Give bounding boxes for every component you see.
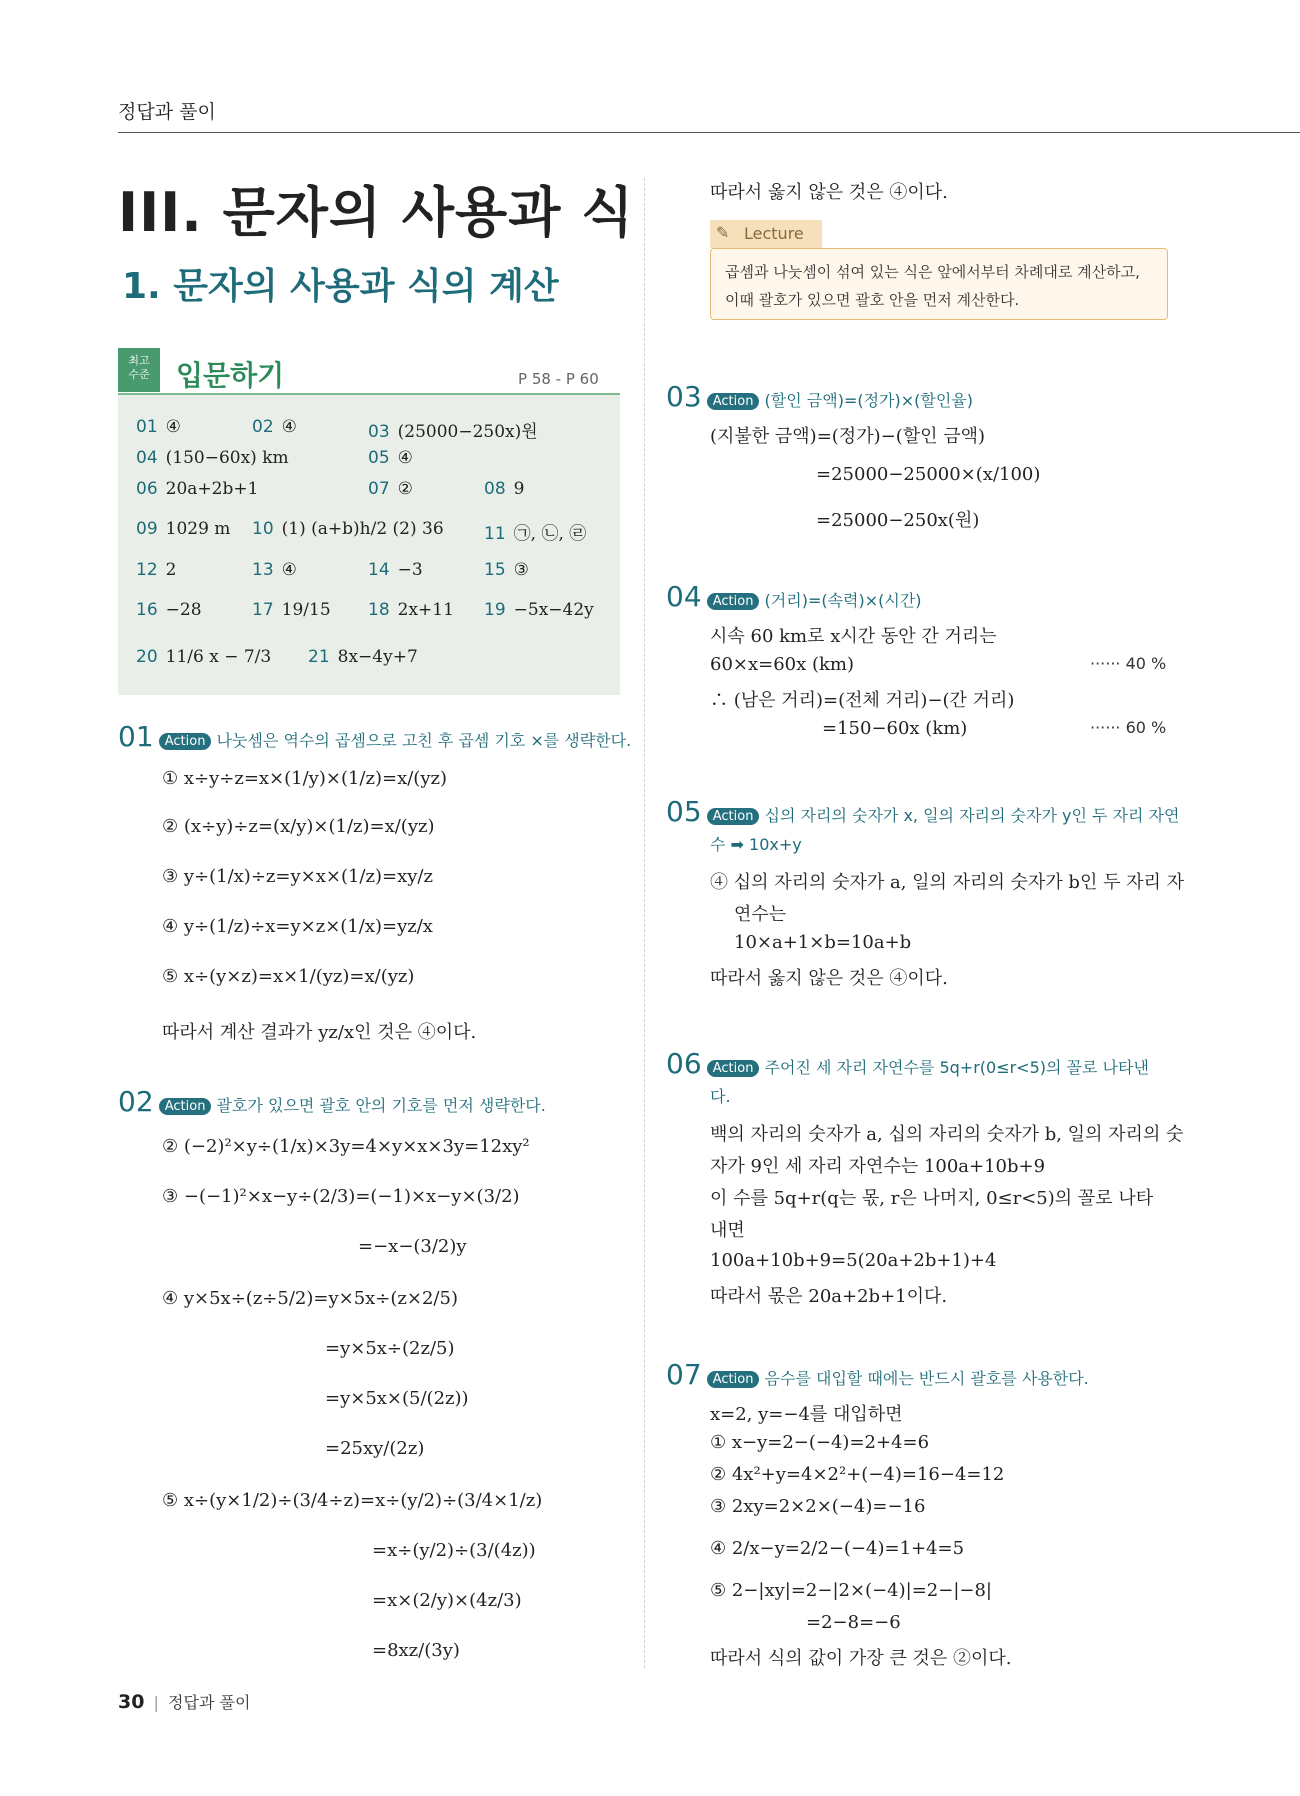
header-rule (118, 132, 1300, 133)
q06-line: 자가 9인 세 자리 자연수는 100a+10b+9 (710, 1156, 1046, 1177)
q03-header: 03 Action (할인 금액)=(정가)×(할인율) (666, 380, 974, 413)
q04-header: 04 Action (거리)=(속력)×(시간) (666, 580, 922, 613)
section-title (122, 258, 559, 309)
q02-line: ④ y×5x÷(z÷5/2)=y×5x÷(z×2/5) (162, 1288, 458, 1309)
q03-line: =25000−25000×(x/100) (816, 464, 1041, 485)
answer-item: 12 2 (136, 560, 177, 580)
pencil-icon: ✎ (716, 223, 730, 242)
q05-header: 05 Action 십의 자리의 숫자가 x, 일의 자리의 숫자가 y인 두 자리 자연 (666, 795, 1180, 828)
q02-line: =y×5x÷(2z/5) (325, 1338, 455, 1359)
q02-header: 02 Action 괄호가 있으면 괄호 안의 기호를 먼저 생략한다. (118, 1085, 546, 1118)
q02-conclusion: 따라서 옳지 않은 것은 ④이다. (710, 182, 948, 203)
answer-item: 05 ④ (368, 448, 413, 468)
answer-item: 02 ④ (252, 417, 297, 437)
q03-line: (지불한 금액)=(정가)−(할인 금액) (710, 426, 986, 447)
q02-line: =−x−(3/2)y (358, 1236, 467, 1257)
answer-item: 18 2x+11 (368, 600, 454, 620)
lecture-box: 곱셈과 나눗셈이 섞여 있는 식은 앞에서부터 차례대로 계산하고, 이때 괄호가 있으면 괄호 안을 먼저 계산한다. (710, 248, 1168, 320)
action-label: Action (707, 593, 760, 610)
answer-item: 21 8x−4y+7 (308, 647, 418, 667)
q06-hint-cont: 다. (710, 1087, 731, 1106)
answer-item: 06 20a+2b+1 (136, 479, 259, 499)
q01-line: ⑤ x÷(y×z)=x×1/(yz)=x/(yz) (162, 966, 415, 987)
score-percent: ······ 40 % (1090, 654, 1167, 673)
q01-line: ① x÷y÷z=x×(1/y)×(1/z)=x/(yz) (162, 768, 447, 789)
answer-item: 15 ③ (484, 560, 529, 580)
q05-line: ④ 십의 자리의 숫자가 a, 일의 자리의 숫자가 b인 두 자리 자 (710, 872, 1185, 893)
answer-item: 13 ④ (252, 560, 297, 580)
page-reference: P 58 - P 60 (518, 370, 599, 388)
q04-line: 60×x=60x (km) (710, 654, 855, 675)
q07-conclusion: 따라서 식의 값이 가장 큰 것은 ②이다. (710, 1648, 1012, 1669)
answer-item: 04 (150−60x) km (136, 448, 289, 468)
answer-item: 09 1029 m (136, 519, 231, 539)
q07-line: ② 4x²+y=4×2²+(−4)=16−4=12 (710, 1464, 1005, 1485)
q02-line: ⑤ x÷(y×1/2)÷(3/4÷z)=x÷(y/2)÷(3/4×1/z) (162, 1490, 543, 1511)
q02-line: =x×(2/y)×(4z/3) (372, 1590, 522, 1611)
q06-line: 이 수를 5q+r(q는 몫, r은 나머지, 0≤r<5)의 꼴로 나타 (710, 1188, 1154, 1209)
page-footer: 30 | 정답과 풀이 (118, 1691, 251, 1713)
answer-item: 14 −3 (368, 560, 423, 580)
running-header: 정답과 풀이 (118, 101, 216, 123)
chapter-title: III. 문자의 사용과 식 (118, 181, 635, 244)
q07-line: x=2, y=−4를 대입하면 (710, 1404, 903, 1425)
q06-line: 100a+10b+9=5(20a+2b+1)+4 (710, 1250, 997, 1271)
answer-item: 03 (25000−250x)원 (368, 422, 538, 442)
q02-line: =8xz/(3y) (372, 1640, 460, 1661)
action-label: Action (159, 1098, 212, 1115)
section-name: 문자의 사용과 식의 계산 (173, 266, 559, 307)
action-label: Action (707, 1371, 760, 1388)
q01-header: 01 Action 나눗셈은 역수의 곱셈으로 고친 후 곱셈 기호 ×를 생략한다. (118, 720, 632, 753)
action-label: Action (707, 1060, 760, 1077)
level-badge: 최고 수준 (118, 348, 160, 392)
section-number: 1. (122, 266, 161, 307)
footer-label: 정답과 풀이 (168, 1693, 251, 1712)
answer-item: 20 11/6 x − 7/3 (136, 647, 272, 667)
lecture-tab: ✎ Lecture (710, 220, 822, 248)
answer-item: 11 ㉠, ㉡, ㉣ (484, 524, 587, 544)
q04-line: ∴ (남은 거리)=(전체 거리)−(간 거리) (710, 690, 1015, 711)
q01-line: ③ y÷(1/x)÷z=y×x×(1/z)=xy/z (162, 866, 433, 887)
q01-conclusion: 따라서 계산 결과가 yz/x인 것은 ④이다. (162, 1022, 477, 1043)
q05-conclusion: 따라서 옳지 않은 것은 ④이다. (710, 968, 948, 989)
q04-line: 시속 60 km로 x시간 동안 간 거리는 (710, 626, 997, 647)
score-percent: ······ 60 % (1090, 718, 1167, 737)
q06-conclusion: 따라서 몫은 20a+2b+1이다. (710, 1286, 948, 1307)
answer-summary-box (118, 393, 620, 695)
answer-item: 07 ② (368, 479, 413, 499)
q06-header: 06 Action 주어진 세 자리 자연수를 5q+r(0≤r<5)의 꼴로 나타낸 (666, 1047, 1149, 1080)
q04-line: =150−60x (km) (822, 718, 968, 739)
answer-item: 16 −28 (136, 600, 202, 620)
entry-title: 입문하기 (176, 359, 285, 392)
q02-line: =25xy/(2z) (325, 1438, 425, 1459)
q02-line: ③ −(−1)²×x−y÷(2/3)=(−1)×x−y×(3/2) (162, 1186, 520, 1207)
q02-line: ② (−2)²×y÷(1/x)×3y=4×y×x×3y=12xy² (162, 1136, 530, 1157)
action-label: Action (707, 808, 760, 825)
q06-line: 백의 자리의 숫자가 a, 십의 자리의 숫자가 b, 일의 자리의 숫 (710, 1124, 1184, 1145)
q07-line: ① x−y=2−(−4)=2+4=6 (710, 1432, 930, 1453)
q03-line: =25000−250x(원) (816, 510, 980, 531)
answer-item: 10 (1) (a+b)h/2 (2) 36 (252, 519, 444, 539)
action-label: Action (159, 733, 212, 750)
answer-item: 19 −5x−42y (484, 600, 594, 620)
q07-header: 07 Action 음수를 대입할 때에는 반드시 괄호를 사용한다. (666, 1358, 1089, 1391)
q05-line: 10×a+1×b=10a+b (734, 932, 912, 953)
answer-item: 01 ④ (136, 417, 181, 437)
q05-line: 연수는 (734, 904, 787, 925)
q02-line: =x÷(y/2)÷(3/(4z)) (372, 1540, 536, 1561)
q07-line: ③ 2xy=2×2×(−4)=−16 (710, 1496, 926, 1517)
q05-hint-cont: 수 ➡ 10x+y (710, 835, 802, 854)
q06-line: 내면 (710, 1220, 745, 1241)
q01-line: ④ y÷(1/z)÷x=y×z×(1/x)=yz/x (162, 916, 433, 937)
q07-line: =2−8=−6 (806, 1612, 901, 1633)
answer-item: 17 19/15 (252, 600, 331, 620)
q02-line: =y×5x×(5/(2z)) (325, 1388, 469, 1409)
column-divider (644, 178, 645, 1668)
q07-line: ④ 2/x−y=2/2−(−4)=1+4=5 (710, 1538, 965, 1559)
q07-line: ⑤ 2−|xy|=2−|2×(−4)|=2−|−8| (710, 1580, 992, 1601)
answer-item: 08 9 (484, 479, 525, 499)
page-number: 30 (118, 1691, 145, 1713)
action-label: Action (707, 393, 760, 410)
q01-line: ② (x÷y)÷z=(x/y)×(1/z)=x/(yz) (162, 816, 435, 837)
